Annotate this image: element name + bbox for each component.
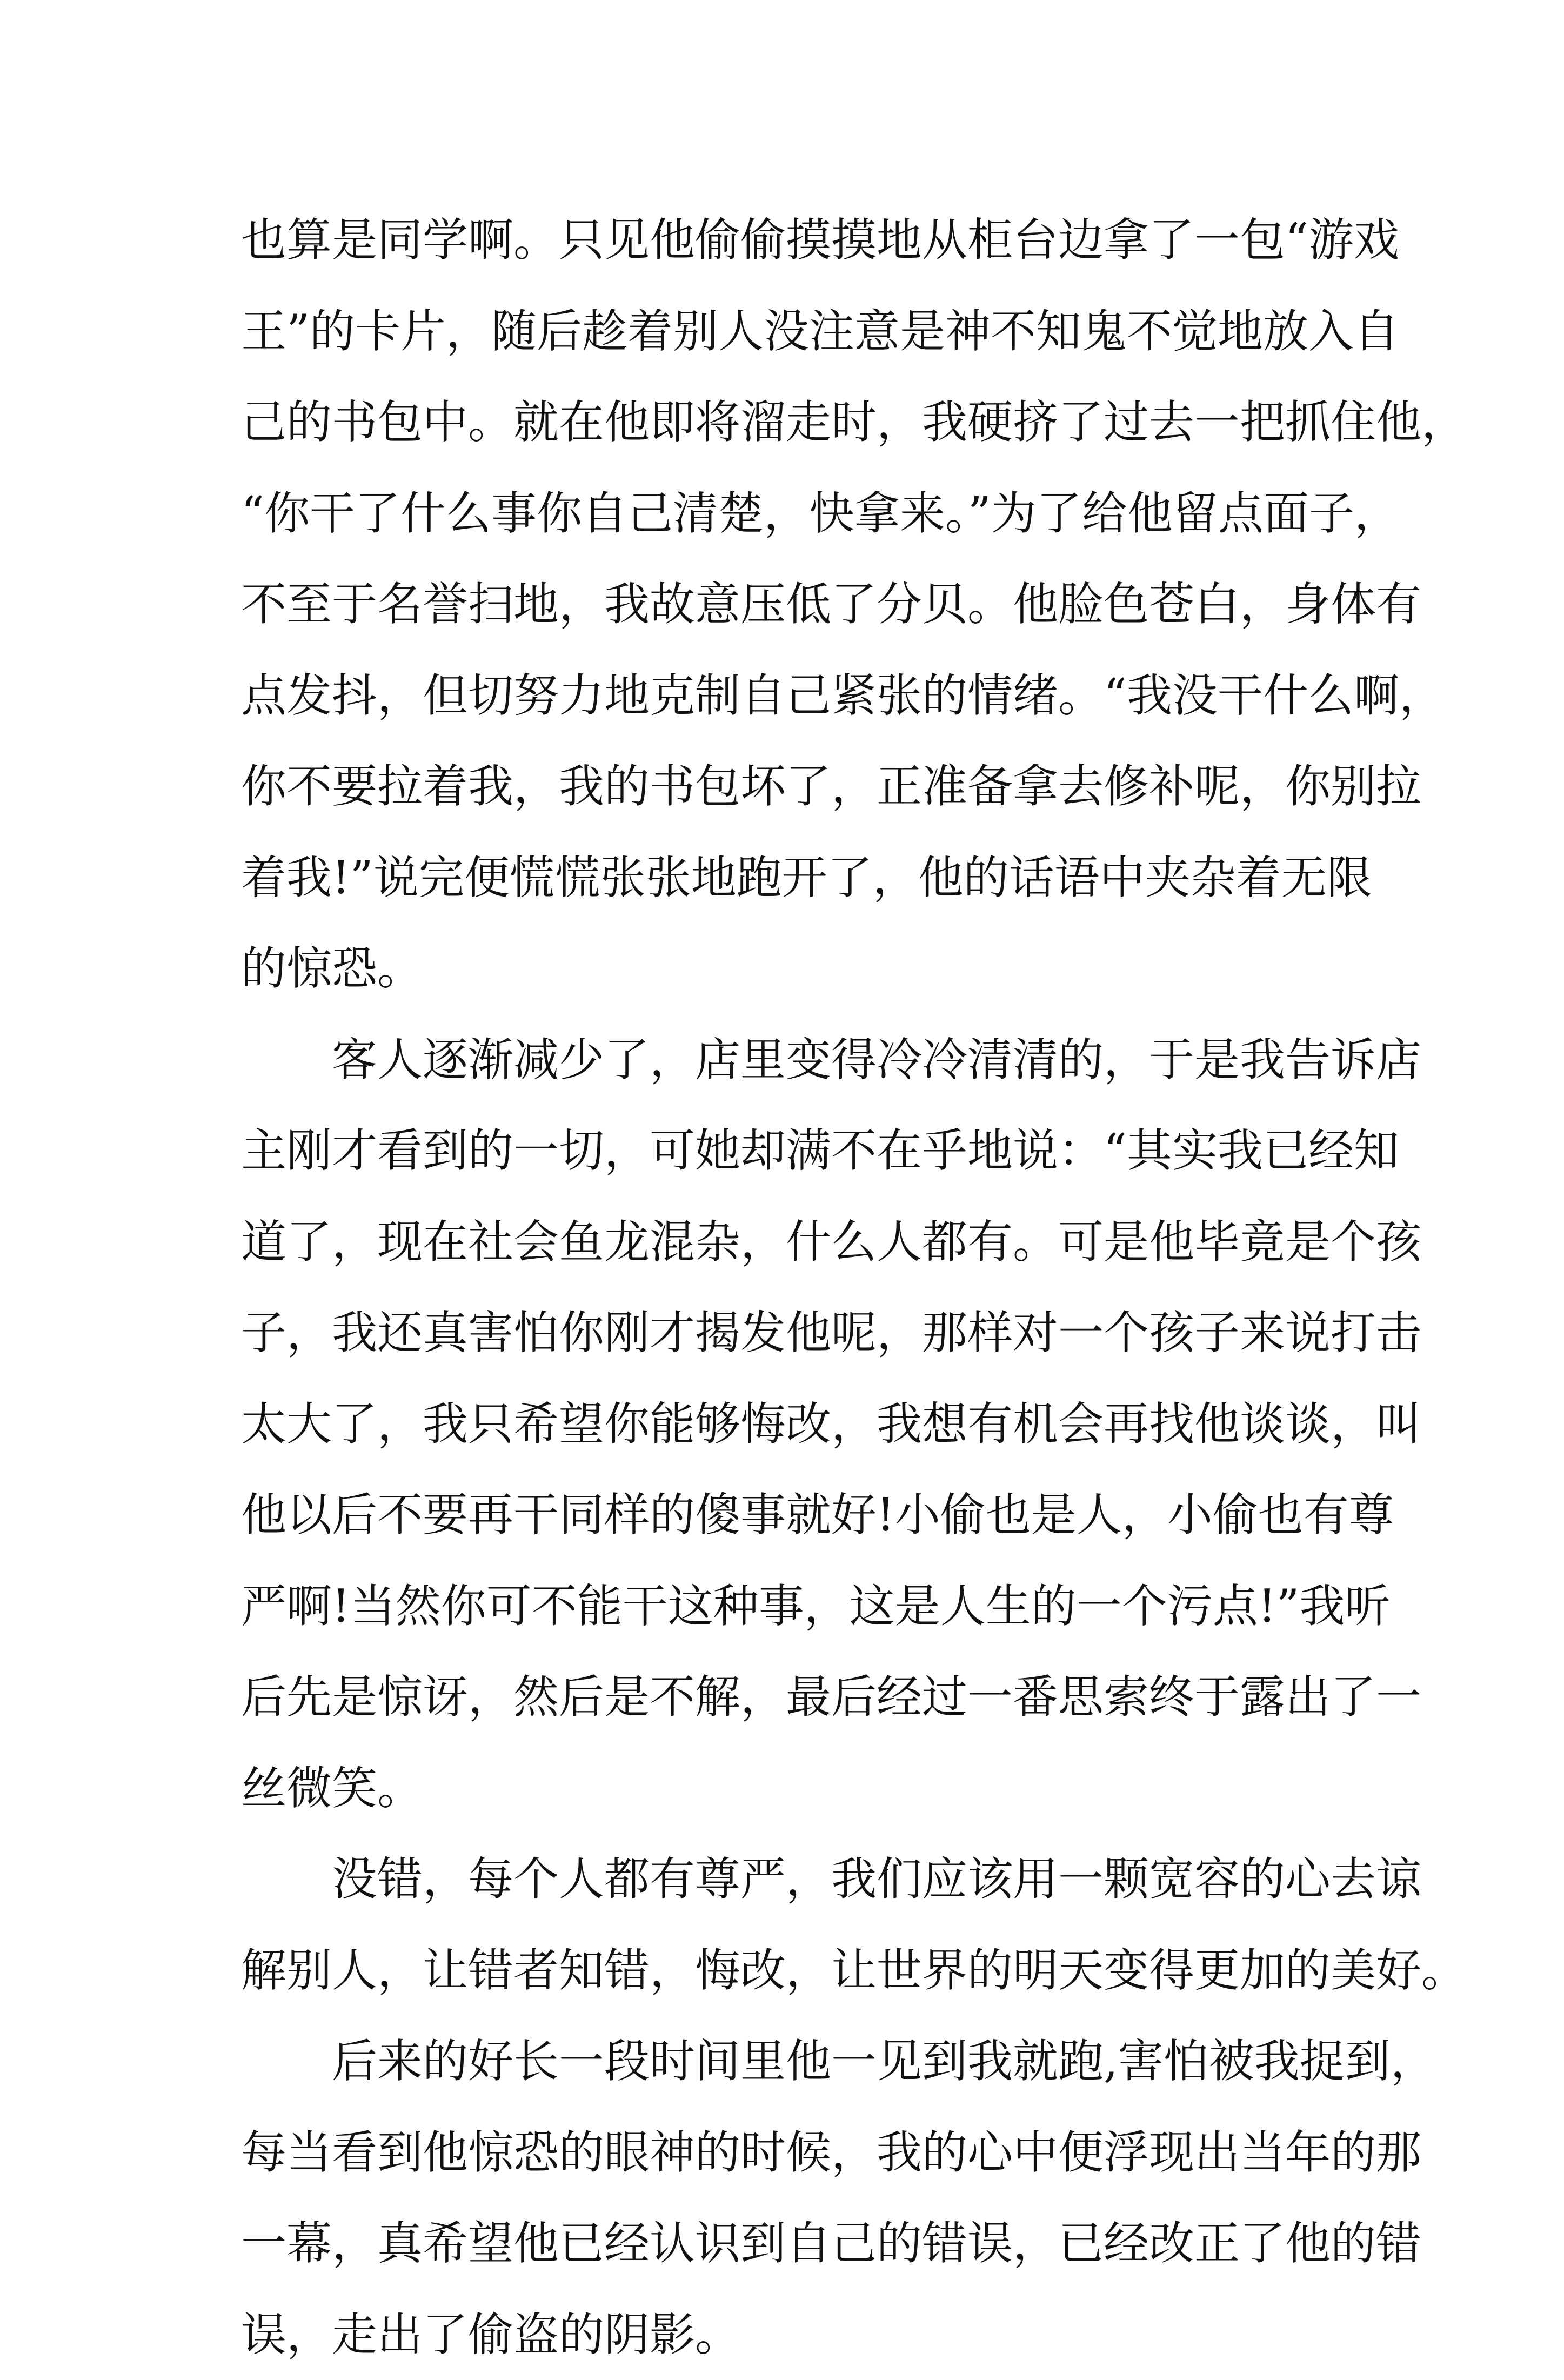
text-line: 没错，每个人都有尊严，我们应该用一颗宽容的心去谅 bbox=[241, 1834, 1331, 1925]
text-line: 丝微笑。 bbox=[241, 1743, 1331, 1834]
text-line: 己的书包中。就在他即将溜走时，我硬挤了过去一把抓住他， bbox=[241, 377, 1331, 468]
text-line: 后来的好长一段时间里他一见到我就跑,害怕被我捉到， bbox=[241, 2016, 1331, 2107]
text-line: 道了，现在社会鱼龙混杂，什么人都有。可是他毕竟是个孩 bbox=[241, 1196, 1331, 1288]
text-line: 也算是同学啊。只见他偷偷摸摸地从柜台边拿了一包“游戏 bbox=[241, 195, 1331, 286]
text-line: 你不要拉着我，我的书包坏了，正准备拿去修补呢，你别拉 bbox=[241, 741, 1331, 832]
text-line: 客人逐渐减少了，店里变得冷冷清清的，于是我告诉店 bbox=[241, 1014, 1331, 1106]
text-line: 误，走出了偷盗的阴影。 bbox=[241, 2289, 1331, 2380]
text-line: 太大了，我只希望你能够悔改，我想有机会再找他谈谈，叫 bbox=[241, 1379, 1331, 1470]
paragraph-4 bbox=[241, 2016, 1331, 2380]
text-line: 严啊!当然你可不能干这种事，这是人生的一个污点!”我听 bbox=[241, 1561, 1331, 1652]
text-line: 不至于名誉扫地，我故意压低了分贝。他脸色苍白，身体有 bbox=[241, 559, 1331, 650]
text-line: 点发抖，但切努力地克制自己紧张的情绪。“我没干什么啊， bbox=[241, 650, 1331, 741]
text-line: 他以后不要再干同样的傻事就好!小偷也是人，小偷也有尊 bbox=[241, 1469, 1331, 1561]
text-line: “你干了什么事你自己清楚，快拿来。”为了给他留点面子， bbox=[241, 468, 1331, 559]
text-line: 王”的卡片，随后趁着别人没注意是神不知鬼不觉地放入自 bbox=[241, 286, 1331, 377]
document-page bbox=[241, 195, 1331, 2380]
text-line: 每当看到他惊恐的眼神的时候，我的心中便浮现出当年的那 bbox=[241, 2107, 1331, 2198]
text-line: 子，我还真害怕你刚才揭发他呢，那样对一个孩子来说打击 bbox=[241, 1287, 1331, 1379]
paragraph-1 bbox=[241, 195, 1331, 1014]
text-line: 的惊恐。 bbox=[241, 923, 1331, 1014]
text-line: 一幕，真希望他已经认识到自己的错误，已经改正了他的错 bbox=[241, 2198, 1331, 2289]
text-line: 解别人，让错者知错，悔改，让世界的明天变得更加的美好。 bbox=[241, 1925, 1331, 2016]
paragraph-3 bbox=[241, 1834, 1331, 2016]
text-line: 着我!”说完便慌慌张张地跑开了，他的话语中夹杂着无限 bbox=[241, 832, 1331, 924]
text-line: 后先是惊讶，然后是不解，最后经过一番思索终于露出了一 bbox=[241, 1652, 1331, 1743]
paragraph-2 bbox=[241, 1014, 1331, 1834]
text-line: 主刚才看到的一切，可她却满不在乎地说：“其实我已经知 bbox=[241, 1105, 1331, 1196]
